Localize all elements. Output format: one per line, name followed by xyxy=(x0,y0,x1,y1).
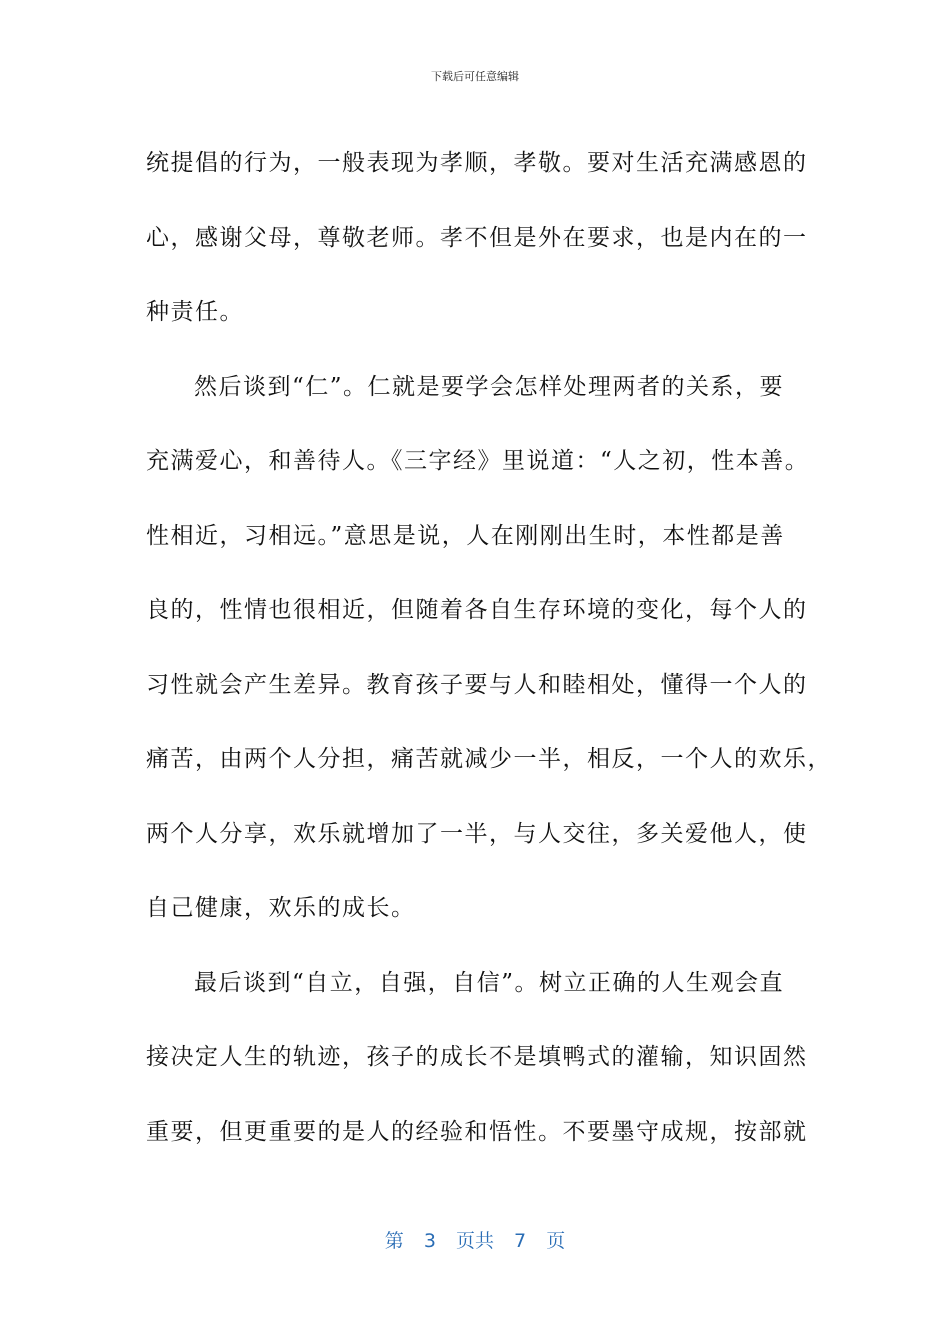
text-line: 接决定人生的轨迹，孩子的成长不是填鸭式的灌输，知识固然 xyxy=(146,1044,808,1070)
paragraph-start-line: 然后谈到“仁”。仁就是要学会怎样处理两者的关系，要 xyxy=(194,373,785,400)
text-line: 充满爱心，和善待人。《三字经》里说道：“人之初，性本善。 xyxy=(146,448,810,474)
paragraph-start-line: 最后谈到“自立，自强，自信”。树立正确的人生观会直 xyxy=(194,969,785,996)
text-line: 心，感谢父母，尊敬老师。孝不但是外在要求，也是内在的一 xyxy=(146,224,808,251)
text-line: 统提倡的行为，一般表现为孝顺，孝敬。要对生活充满感恩的 xyxy=(146,150,808,176)
current-page-number: 3 xyxy=(423,1230,436,1252)
footer-middle: 页共 xyxy=(455,1230,494,1252)
text-line: 种责任。 xyxy=(146,299,244,325)
document-body xyxy=(146,126,832,1169)
footer-suffix: 页 xyxy=(546,1230,566,1252)
text-line: 自己健康，欢乐的成长。 xyxy=(146,895,416,921)
text-line: 良的，性情也很相近，但随着各自生存环境的变化，每个人的 xyxy=(146,597,808,623)
text-line: 两个人分享，欢乐就增加了一半，与人交往，多关爱他人，使 xyxy=(146,820,808,847)
page-header: 下载后可任意编辑 xyxy=(431,70,519,83)
text-line: 痛苦，由两个人分担，痛苦就减少一半，相反，一个人的欢乐， xyxy=(146,746,832,772)
text-line: 重要，但更重要的是人的经验和悟性。不要墨守成规，按部就 xyxy=(146,1118,808,1145)
page-footer xyxy=(0,1226,950,1253)
text-line: 性相近，习相远。”意思是说，人在刚刚出生时，本性都是善 xyxy=(146,522,785,549)
text-line: 习性就会产生差异。教育孩子要与人和睦相处，懂得一个人的 xyxy=(146,671,808,698)
footer-prefix: 第 xyxy=(384,1230,404,1252)
total-page-count: 7 xyxy=(514,1230,527,1252)
